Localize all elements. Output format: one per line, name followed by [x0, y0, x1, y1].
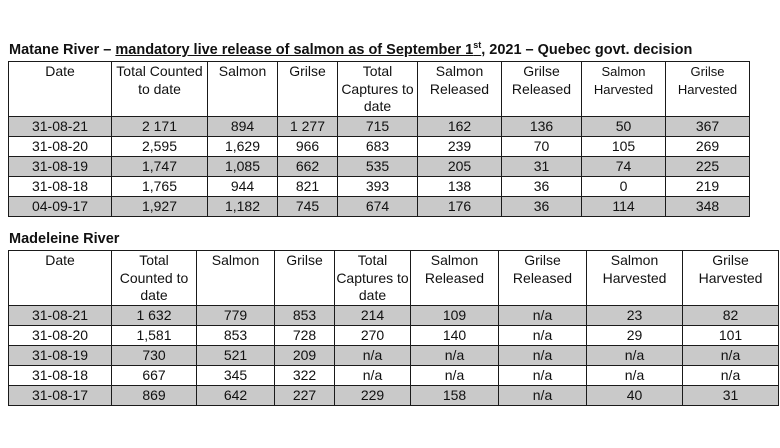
table-row	[9, 386, 779, 406]
table-cell: 367	[666, 116, 750, 136]
col-header-grilse-released: Grilse Released	[499, 251, 587, 306]
table-cell: 1,085	[208, 156, 278, 176]
table-cell: 70	[502, 136, 582, 156]
table-cell: 869	[112, 386, 197, 406]
table-row	[9, 136, 750, 156]
table-cell: 176	[418, 196, 502, 216]
table-cell: 1,747	[112, 156, 208, 176]
table-cell: 82	[683, 306, 779, 326]
table-cell: 853	[275, 306, 335, 326]
title-underlined: mandatory live release of salmon as of September 1st	[115, 40, 482, 58]
col-header-salmon-harvested: Salmon Harvested	[582, 62, 666, 117]
table-cell: n/a	[335, 346, 411, 366]
table-cell: 04-09-17	[9, 196, 112, 216]
table-cell: 162	[418, 116, 502, 136]
col-header-grilse-harvested: Grilse Harvested	[666, 62, 750, 117]
table-cell: 138	[418, 176, 502, 196]
table-row	[9, 116, 750, 136]
table-cell: 1,765	[112, 176, 208, 196]
table-cell: 31-08-20	[9, 326, 112, 346]
table-cell: 209	[275, 346, 335, 366]
table-cell: n/a	[683, 366, 779, 386]
table-cell: 36	[502, 176, 582, 196]
col-header-salmon: Salmon	[197, 251, 275, 306]
col-header-salmon-harvested: Salmon Harvested	[587, 251, 683, 306]
matane-section-title	[9, 40, 692, 58]
table-cell: 0	[582, 176, 666, 196]
table-row	[9, 366, 779, 386]
table-cell: n/a	[587, 366, 683, 386]
table-cell: 728	[275, 326, 335, 346]
table-cell: 674	[338, 196, 418, 216]
table-cell: 31-08-20	[9, 136, 112, 156]
col-header-date: Date	[9, 62, 112, 117]
table-cell: 683	[338, 136, 418, 156]
madeleine-section-title: Madeleine River	[9, 231, 120, 247]
table-cell: 667	[112, 366, 197, 386]
table-cell: 114	[582, 196, 666, 216]
col-header-salmon: Salmon	[208, 62, 278, 117]
table-cell: 322	[275, 366, 335, 386]
table-cell: 31-08-18	[9, 176, 112, 196]
table-cell: 31-08-21	[9, 116, 112, 136]
table-row	[9, 176, 750, 196]
table-header-row	[9, 62, 750, 117]
table-cell: 74	[582, 156, 666, 176]
table-cell: 31-08-21	[9, 306, 112, 326]
table-cell: 1 632	[112, 306, 197, 326]
table-cell: 894	[208, 116, 278, 136]
col-header-total-captures: Total Captures to date	[335, 251, 411, 306]
table-cell: 101	[683, 326, 779, 346]
table-cell: 219	[666, 176, 750, 196]
table-header-row	[9, 251, 779, 306]
table-cell: 31	[683, 386, 779, 406]
table-cell: n/a	[499, 306, 587, 326]
madeleine-river-table	[8, 250, 779, 406]
table-cell: n/a	[683, 346, 779, 366]
table-cell: 1,927	[112, 196, 208, 216]
table-cell: 23	[587, 306, 683, 326]
table-cell: 662	[278, 156, 338, 176]
table-cell: 966	[278, 136, 338, 156]
table-cell: 239	[418, 136, 502, 156]
table-cell: 40	[587, 386, 683, 406]
table-cell: n/a	[499, 326, 587, 346]
table-cell: 730	[112, 346, 197, 366]
table-row	[9, 196, 750, 216]
table-cell: 105	[582, 136, 666, 156]
table-cell: 270	[335, 326, 411, 346]
table-cell: 345	[197, 366, 275, 386]
table-row	[9, 326, 779, 346]
col-header-grilse: Grilse	[278, 62, 338, 117]
table-cell: 521	[197, 346, 275, 366]
table-cell: n/a	[335, 366, 411, 386]
table-cell: 269	[666, 136, 750, 156]
title-prefix: Matane River –	[9, 41, 116, 58]
matane-river-table	[8, 61, 750, 217]
table-cell: 944	[208, 176, 278, 196]
col-header-total-counted: Total Counted to date	[112, 251, 197, 306]
table-cell: 821	[278, 176, 338, 196]
col-header-salmon-released: Salmon Released	[418, 62, 502, 117]
table-cell: 2 171	[112, 116, 208, 136]
col-header-salmon-released: Salmon Released	[411, 251, 499, 306]
table-cell: n/a	[499, 366, 587, 386]
col-header-grilse-released: Grilse Released	[502, 62, 582, 117]
table-cell: n/a	[499, 386, 587, 406]
table-cell: 31-08-17	[9, 386, 112, 406]
title-suffix: , 2021 – Quebec govt. decision	[481, 41, 693, 58]
col-header-grilse: Grilse	[275, 251, 335, 306]
table-cell: 109	[411, 306, 499, 326]
table-cell: 31-08-19	[9, 346, 112, 366]
table-cell: 715	[338, 116, 418, 136]
table-cell: 31-08-18	[9, 366, 112, 386]
table-cell: 158	[411, 386, 499, 406]
table-cell: 214	[335, 306, 411, 326]
table-cell: 31-08-19	[9, 156, 112, 176]
table-row	[9, 346, 779, 366]
table-cell: n/a	[499, 346, 587, 366]
table-cell: 535	[338, 156, 418, 176]
table-cell: 225	[666, 156, 750, 176]
table-cell: 642	[197, 386, 275, 406]
table-row	[9, 306, 779, 326]
table-cell: 140	[411, 326, 499, 346]
table-cell: n/a	[587, 346, 683, 366]
table-cell: 136	[502, 116, 582, 136]
table-cell: 50	[582, 116, 666, 136]
table-cell: 745	[278, 196, 338, 216]
table-cell: 205	[418, 156, 502, 176]
table-cell: 1,581	[112, 326, 197, 346]
table-cell: 2,595	[112, 136, 208, 156]
table-cell: 31	[502, 156, 582, 176]
table-cell: 853	[197, 326, 275, 346]
table-cell: n/a	[411, 346, 499, 366]
table-cell: 36	[502, 196, 582, 216]
table-cell: 229	[335, 386, 411, 406]
table-cell: 393	[338, 176, 418, 196]
table-cell: 1,629	[208, 136, 278, 156]
table-cell: 29	[587, 326, 683, 346]
col-header-total-counted: Total Counted to date	[112, 62, 208, 117]
title-superscript: st	[473, 40, 482, 50]
col-header-grilse-harvested: Grilse Harvested	[683, 251, 779, 306]
col-header-total-captures: Total Captures to date	[338, 62, 418, 117]
table-cell: 227	[275, 386, 335, 406]
table-cell: 779	[197, 306, 275, 326]
table-cell: 1,182	[208, 196, 278, 216]
table-cell: 1 277	[278, 116, 338, 136]
table-row	[9, 156, 750, 176]
table-cell: n/a	[411, 366, 499, 386]
table-cell: 348	[666, 196, 750, 216]
col-header-date: Date	[9, 251, 112, 306]
